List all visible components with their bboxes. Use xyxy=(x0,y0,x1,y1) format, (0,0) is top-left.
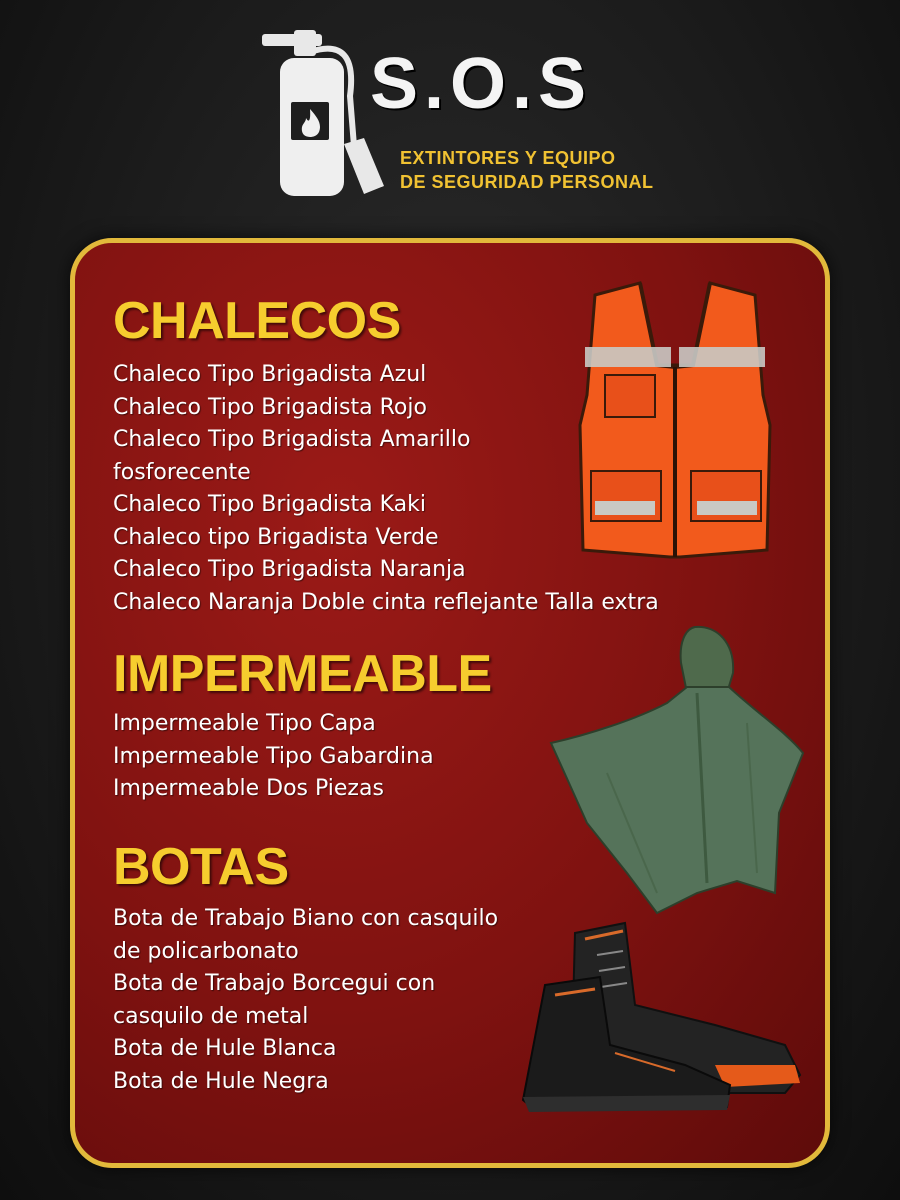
list-item: Bota de Hule Negra xyxy=(113,1068,329,1094)
list-item: Chaleco Tipo Brigadista Azul xyxy=(113,362,427,387)
list-item: Impermeable Tipo Gabardina xyxy=(113,743,434,769)
section-title-impermeable: IMPERMEABLE xyxy=(113,645,492,703)
list-item: Chaleco Tipo Brigadista Rojo xyxy=(113,394,427,420)
list-item: casquilo de metal xyxy=(113,1003,309,1029)
list-item: Bota de Hule Blanca xyxy=(113,1036,337,1061)
impermeable-list xyxy=(113,708,434,806)
list-item: Chaleco Tipo Brigadista Kaki xyxy=(113,492,426,517)
fire-extinguisher-icon xyxy=(258,26,388,201)
product-panel xyxy=(70,238,830,1168)
list-item: Chaleco Tipo Brigadista Naranja xyxy=(113,557,466,582)
list-item: Impermeable Dos Piezas xyxy=(113,776,384,801)
work-boots-image xyxy=(515,915,815,1115)
brand-tagline-line-2: DE SEGURIDAD PERSONAL xyxy=(400,172,654,192)
list-item: Bota de Trabajo Biano con casquilo xyxy=(113,906,499,931)
list-item: de policarbonato xyxy=(113,938,299,964)
list-item: Chaleco tipo Brigadista Verde xyxy=(113,524,439,550)
botas-list xyxy=(113,903,498,1098)
section-title-chalecos: CHALECOS xyxy=(113,292,401,350)
brand-name: S.O.S xyxy=(370,44,593,124)
brand-logo xyxy=(258,26,654,201)
raincoat-poncho-image xyxy=(547,623,807,923)
list-item: Chaleco Tipo Brigadista Amarillo xyxy=(113,427,471,452)
list-item: fosforecente xyxy=(113,459,251,485)
list-item: Impermeable Tipo Capa xyxy=(113,711,376,736)
safety-vest-image xyxy=(565,275,785,565)
brand-tagline-line-1: EXTINTORES Y EQUIPO xyxy=(400,148,616,168)
list-item: Bota de Trabajo Borcegui con xyxy=(113,971,436,996)
list-item: Chaleco Naranja Doble cinta reflejante Talla extra xyxy=(113,589,659,615)
section-title-botas: BOTAS xyxy=(113,838,289,896)
